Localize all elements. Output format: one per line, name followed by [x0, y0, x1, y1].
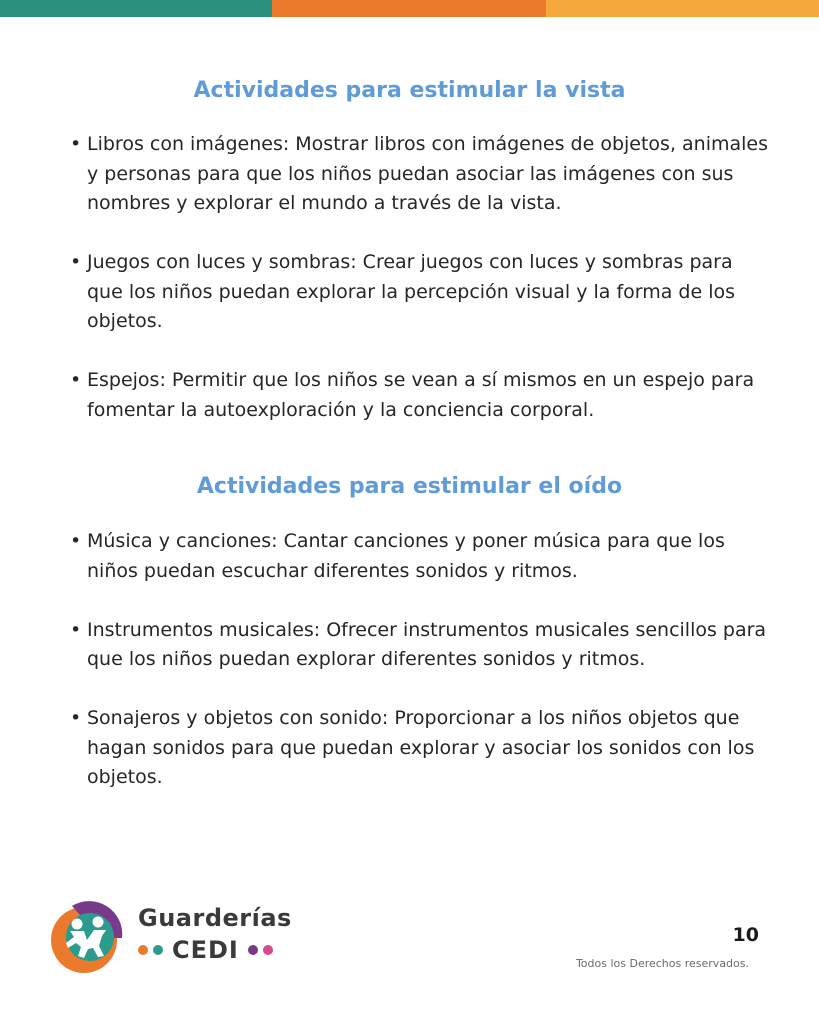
list-item — [70, 366, 770, 425]
top-bar-orange-segment — [272, 0, 546, 17]
list-item-text: Juegos con luces y sombras: Crear juegos con luces y sombras para que los niños puedan explorar la percepción visual y la forma de los objetos. — [87, 251, 736, 332]
section-title-oido: Actividades para estimular el oído — [196, 474, 623, 499]
purple-dot-icon — [248, 945, 258, 955]
bullet-list-oido — [70, 527, 770, 822]
logo-wordmark-cedi-row — [138, 936, 273, 964]
orange-dot-icon — [138, 945, 148, 955]
list-item-text: Sonajeros y objetos con sonido: Proporcionar a los niños objetos que hagan sonidos para que puedan explorar y asociar los sonidos con los objetos. — [87, 707, 755, 788]
copyright-notice: Todos los Derechos reservados. — [575, 957, 749, 970]
bullet-icon: • — [70, 369, 82, 391]
section-title-vista: Actividades para estimular la vista — [193, 78, 626, 103]
list-item — [70, 248, 770, 337]
list-item-text: Música y canciones: Cantar canciones y poner música para que los niños puedan escuchar diferentes sonidos y ritmos. — [87, 530, 725, 582]
bullet-icon: • — [70, 530, 82, 552]
bullet-icon: • — [70, 133, 82, 155]
logo-wordmark-guarderias: Guarderías — [138, 904, 292, 932]
pink-dot-icon — [263, 945, 273, 955]
list-item — [70, 130, 770, 219]
teal-dot-icon — [153, 945, 163, 955]
top-color-bar — [0, 0, 819, 17]
top-bar-teal-segment — [0, 0, 272, 17]
list-item — [70, 616, 770, 675]
list-item — [70, 527, 770, 586]
list-item — [70, 704, 770, 793]
top-bar-yellow-segment — [546, 0, 819, 17]
bullet-icon: • — [70, 618, 82, 641]
logo-wordmark-cedi: CEDI — [172, 936, 239, 964]
list-item-text: Instrumentos musicales: Ofrecer instrumentos musicales sencillos para que los niños puedan explorar diferentes sonidos y ritmos. — [87, 618, 767, 670]
page-number: 10 — [732, 924, 759, 946]
list-item-text: Libros con imágenes: Mostrar libros con imágenes de objetos, animales y personas para que los niños puedan asociar las imágenes con sus nombres y explorar el mundo a través de la vista. — [87, 133, 769, 214]
bullet-icon: • — [70, 251, 82, 273]
guarderias-cedi-logo — [50, 900, 292, 975]
list-item-text: Espejos: Permitir que los niños se vean a sí mismos en un espejo para fomentar la autoexploración y la conciencia corporal. — [87, 369, 755, 421]
bullet-list-vista — [70, 130, 770, 455]
bullet-icon: • — [70, 707, 82, 729]
children-holding-hands-icon — [50, 900, 125, 975]
